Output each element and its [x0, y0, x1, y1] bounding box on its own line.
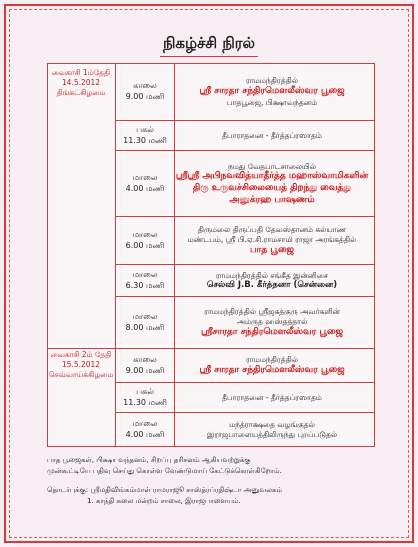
contact-line — [47, 485, 388, 496]
period-label: மாலை — [132, 230, 158, 240]
table-row — [48, 64, 374, 120]
period-label: மாலை — [132, 312, 158, 322]
time-label: 6.30 மணி — [125, 281, 165, 290]
event-cell — [174, 217, 370, 265]
event-line: திரு உருவச்சிலையைத் திறந்து வைத்து — [192, 183, 352, 194]
schedule-table — [47, 63, 375, 447]
time-cell — [115, 349, 175, 383]
time-label: 4.00 மணி — [125, 184, 165, 193]
time-label: 9.00 மணி — [125, 366, 165, 375]
event-cell — [174, 297, 370, 349]
contact-office: ஸ்ரீமதிவிங்கம்மாள் ராமராஜூ சாஸ்த்ரப்ரதிஷ்டா அனுவலகம் — [90, 486, 283, 494]
event-line: பாதபூஜை, பிக்ஷாவந்தனம் — [226, 97, 318, 107]
event-line: இராஜபாளையத்திலிருந்து புறப்படுதல் — [206, 430, 338, 439]
event-line: ராமமந்திரத்தில் — [246, 76, 298, 86]
time-cell — [115, 297, 175, 349]
table-row — [115, 216, 374, 265]
period-label: பகல் — [136, 387, 154, 397]
time-cell — [115, 217, 175, 265]
period-label: மாலை — [132, 419, 158, 429]
time-cell — [115, 151, 175, 217]
day-1-weekday: திங்கட்கிழமை — [56, 88, 106, 98]
table-row — [48, 348, 374, 383]
contact-block — [47, 485, 388, 506]
event-line: திருமலை திருப்பதி தேவஸ்தானம் கல்யாண — [197, 225, 347, 235]
time-label: 9.00 மணி — [125, 92, 165, 101]
time-cell — [115, 121, 175, 151]
title-underline — [160, 56, 258, 57]
event-line: மந்த்ராக்ஷதை வழங்குதல் — [229, 420, 315, 430]
event-line: ஸ்ரீஸ்ரீ அபிநவவித்யாதீர்த்த மஹாஸ்வாமிகளின் — [175, 171, 369, 182]
notes-block — [47, 455, 388, 476]
event-line: தீபாராதனை - தீர்த்தப்ரஸாதம் — [222, 393, 322, 403]
table-row — [115, 120, 374, 151]
day-2-numeric: 15.5.2012 — [61, 360, 101, 370]
event-line: ராமமந்திரத்தில் — [246, 355, 298, 365]
event-line: ஸ்ரீ சாரதா சந்திரமௌலீஸ்வர பூஜை — [199, 86, 345, 97]
note-line: பாத பூஜைகள், பிக்ஷா வந்தனம், சிறப்பு தரிசனம் ஆகியவற்றுக்கு — [47, 456, 251, 464]
event-cell — [174, 383, 370, 413]
event-cell — [174, 64, 370, 120]
table-row — [115, 150, 374, 217]
time-label: 11.30 மணி — [123, 136, 167, 145]
event-cell — [174, 413, 370, 447]
event-cell — [174, 151, 370, 217]
table-row — [115, 264, 374, 297]
event-cell — [174, 265, 370, 297]
event-line: ஸ்ரீசாரதா சந்திரமௌலீஸ்வர பூஜை — [200, 326, 344, 337]
event-line: ராமமந்திரத்தில் ஸ்ரீஜகத்குரு அவர்களின் — [204, 307, 340, 317]
contact-label: தொடர்புக்கு: — [47, 486, 89, 494]
event-line: நமது வேதபாடசாலையில் — [228, 161, 316, 171]
event-cell — [174, 349, 370, 383]
day-1-numeric: 14.5.2012 — [61, 78, 101, 88]
note-line: முன்கூட்டியே பதிவு செய்து கொள்ள வேண்டுமாய் கேட்டுக்கொள்கிறோம். — [47, 466, 282, 475]
event-line: அம்ருத ஹஸ்தத்தால் — [236, 317, 308, 327]
event-line: பாத பூஜை — [249, 244, 295, 255]
time-cell — [115, 265, 175, 297]
table-row — [115, 382, 374, 413]
event-line: அனுக்ரஹ பாஷணம் — [229, 194, 315, 205]
day-2-weekday: செவ்வாய்க்கிழமை — [48, 370, 114, 380]
time-cell — [115, 413, 175, 447]
time-cell — [115, 383, 175, 413]
time-label: 11.30 மணி — [123, 398, 167, 407]
day-1-date: வைகாசி 1ம்தேதி — [51, 68, 111, 77]
contact-address: 1. காந்தி கலை மன்றம் சாலை, இராஜபாளையம். — [87, 496, 241, 505]
event-line: மண்டபம், ஸ்ரீ பி.ஏ.சி.ராமசாமி ராஜா அரங்கத்தில் — [187, 235, 357, 245]
table-row — [115, 412, 374, 447]
period-label: மாலை — [132, 173, 158, 183]
event-line: தீபாராதனை - தீர்த்தப்ரஸாதம் — [222, 131, 322, 141]
event-cell — [174, 121, 370, 151]
event-line: ராமமந்திரத்தில் சங்கீத இன்னிசை — [216, 270, 328, 280]
time-cell — [115, 64, 175, 120]
event-line: செல்வி J.B. கீர்த்தனா (சென்னை) — [206, 280, 338, 291]
time-label: 4.00 மணி — [125, 430, 165, 439]
period-label: மாலை — [132, 270, 158, 280]
period-label: பகல் — [136, 125, 154, 135]
time-label: 6.00 மணி — [125, 241, 165, 250]
period-label: காலை — [133, 81, 157, 91]
time-label: 8.00 மணி — [125, 323, 165, 332]
event-line: ஸ்ரீ சாரதா சந்திரமௌலீஸ்வர பூஜை — [199, 365, 345, 376]
page-title: நிகழ்ச்சி நிரல் — [163, 34, 255, 52]
period-label: காலை — [133, 355, 157, 365]
table-row — [115, 296, 374, 349]
day-2-date: வைகாசி 2ம் தேதி — [50, 350, 112, 359]
